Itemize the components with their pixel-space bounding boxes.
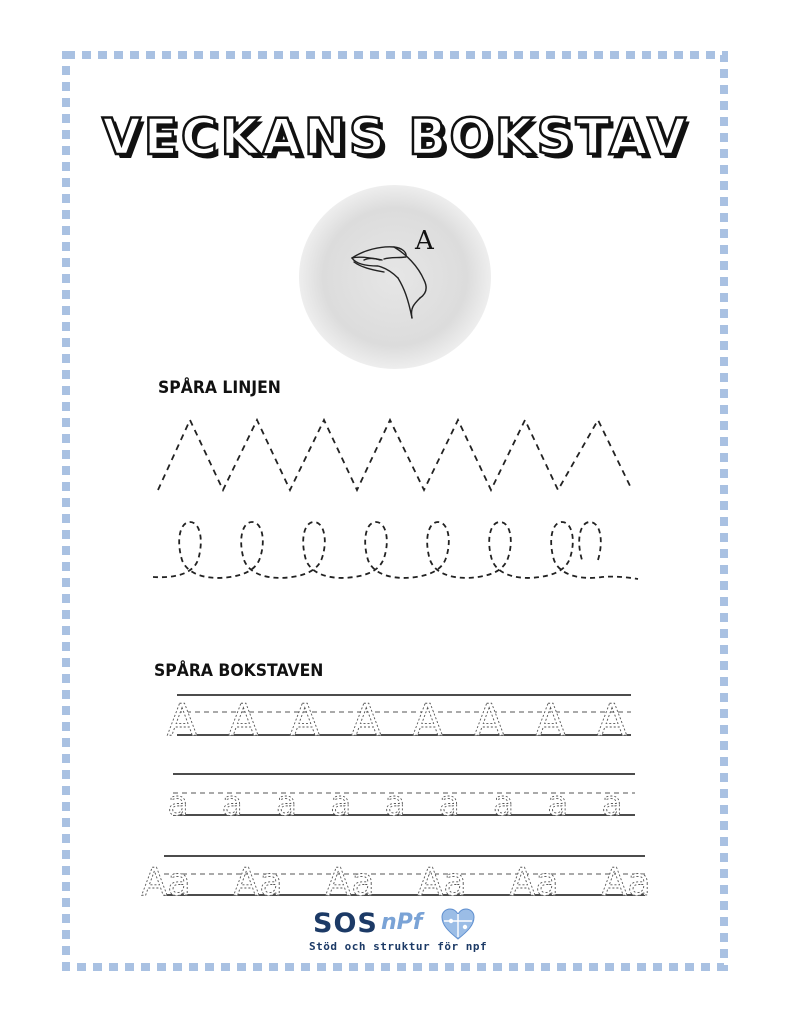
trace-glyph: A xyxy=(474,695,505,746)
page-title: VECKANS BOKSTAV xyxy=(102,108,689,166)
trace-glyph: a xyxy=(493,784,514,824)
sign-letter: A xyxy=(415,226,434,256)
trace-glyph: Aa xyxy=(509,860,559,904)
trace-glyph: a xyxy=(547,784,569,824)
trace-glyph: a xyxy=(384,784,406,824)
trace-glyph: A xyxy=(228,695,259,746)
trace-glyph: a xyxy=(601,784,623,824)
trace-glyph: A xyxy=(166,695,198,746)
trace-glyph: A xyxy=(535,695,566,746)
puzzle-heart-icon xyxy=(440,907,476,941)
trace-glyph: a xyxy=(438,784,460,824)
logo-brand: SOS xyxy=(313,908,378,939)
trace-glyph: a xyxy=(330,784,352,824)
trace-letters-row-3 xyxy=(141,860,650,904)
trace-glyph: Aa xyxy=(601,860,651,904)
trace-glyph: Aa xyxy=(417,860,467,904)
trace-glyph: Aa xyxy=(325,860,375,904)
trace-letter-label: SPÅRA BOKSTAVEN xyxy=(154,661,324,681)
trace-glyph: A xyxy=(412,695,443,746)
trace-glyph: A xyxy=(289,695,320,746)
logo-tagline: Stöd och struktur för npf xyxy=(309,940,488,953)
trace-glyph: A xyxy=(351,695,382,746)
loop-trace-line xyxy=(153,522,638,579)
trace-letters-row-2 xyxy=(168,784,623,824)
trace-line-label: SPÅRA LINJEN xyxy=(158,378,281,398)
trace-glyph: Aa xyxy=(233,860,283,904)
logo-brand-suffix: nPf xyxy=(381,910,423,935)
trace-letters-row-1 xyxy=(167,695,627,746)
trace-glyph: a xyxy=(167,784,189,824)
zigzag-trace-line xyxy=(158,420,632,490)
trace-glyph: A xyxy=(596,695,628,746)
trace-glyph: a xyxy=(276,784,297,824)
trace-glyph: a xyxy=(221,784,243,824)
trace-glyph: Aa xyxy=(141,860,191,904)
